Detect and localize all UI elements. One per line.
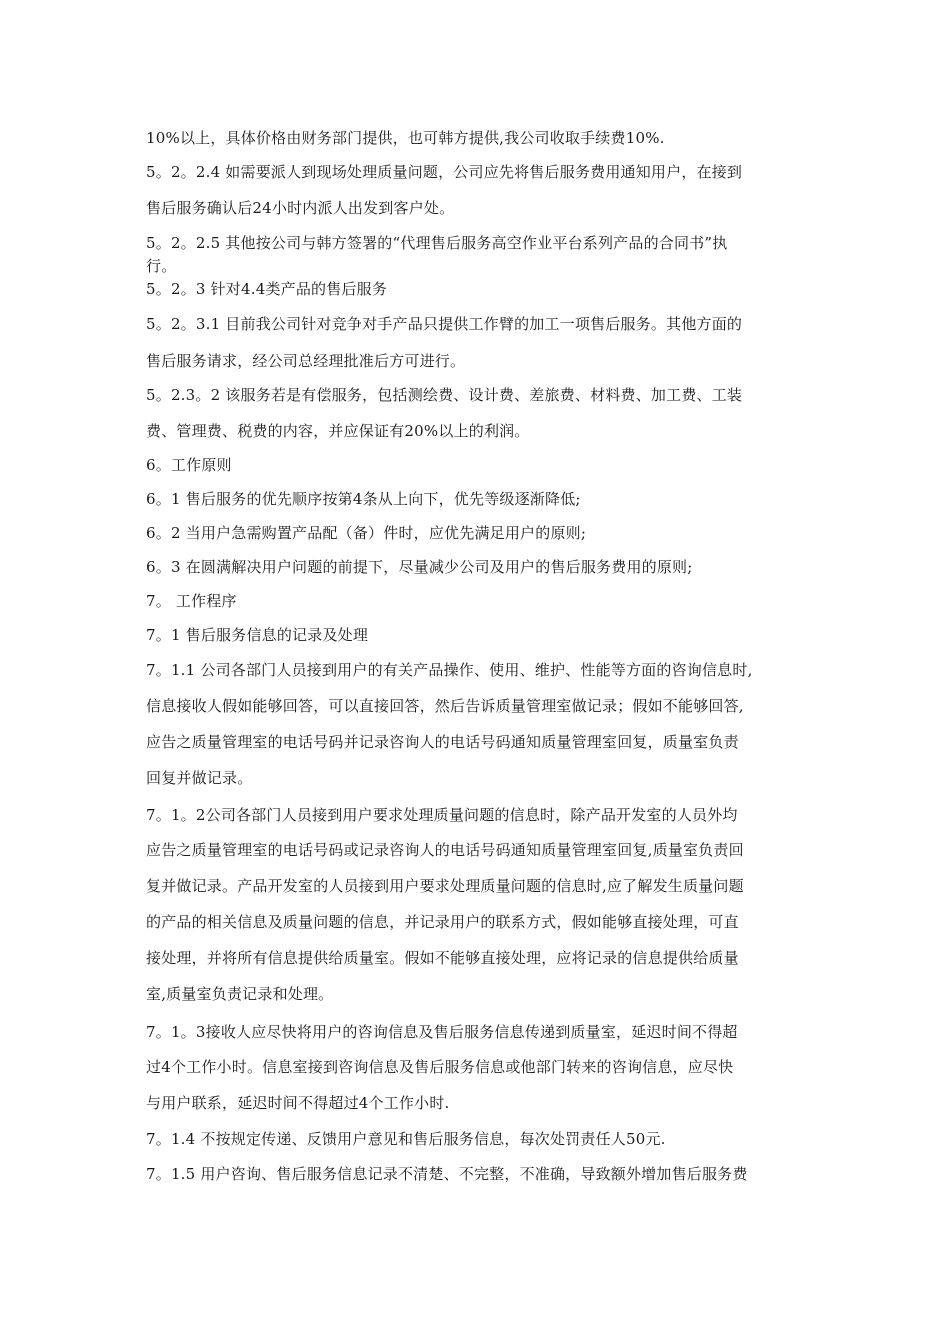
text-line: 售后服务请求，经公司总经理批准后方可进行。 [146, 352, 466, 370]
text-line: 10%以上，具体价格由财务部门提供，也可韩方提供,我公司收取手续费10%. [146, 129, 665, 147]
text-line: 应告之质量管理室的电话号码并记录咨询人的电话号码通知质量管理室回复，质量室负责 [146, 733, 739, 751]
text-line: 5。2。2.4 如需要派人到现场处理质量问题，公司应先将售后服务费用通知用户，在接到 [146, 163, 743, 181]
text-line: 接处理，并将所有信息提供给质量室。假如不能够直接处理，应将记录的信息提供给质量 [146, 949, 739, 967]
text-line: 应告之质量管理室的电话号码或记录咨询人的电话号码通知质量管理室回复,质量室负责回 [146, 841, 744, 859]
text-line: 5。2。3.1 目前我公司针对竞争对手产品只提供工作臂的加工一项售后服务。其他方面的 [146, 315, 743, 333]
text-line: 6。2 当用户急需购置产品配（备）件时，应优先满足用户的原则; [146, 524, 587, 542]
text-line: 行。 [146, 257, 177, 275]
text-line: 与用户联系，延迟时间不得超过4个工作小时. [146, 1094, 450, 1112]
text-line: 7。1.1 公司各部门人员接到用户的有关产品操作、使用、维护、性能等方面的咨询信息时, [146, 661, 753, 679]
text-line: 5。2.3。2 该服务若是有偿服务，包括测绘费、设计费、差旅费、材料费、加工费、工装 [146, 386, 743, 404]
text-line: 回复并做记录。 [146, 769, 253, 787]
section-heading: 6。工作原则 [146, 456, 232, 474]
section-heading: 7。 工作程序 [146, 592, 237, 610]
text-line: 6。3 在圆满解决用户问题的前提下，尽量减少公司及用户的售后服务费用的原则; [146, 558, 693, 576]
text-line: 过4个工作小时。信息室接到咨询信息及售后服务信息或他部门转来的咨询信息，应尽快 [146, 1058, 734, 1076]
text-line: 复并做记录。产品开发室的人员接到用户要求处理质量问题的信息时,应了解发生质量问题 [146, 877, 744, 895]
text-line: 5。2。3 针对4.4类产品的售后服务 [146, 280, 388, 298]
text-line: 7。1。3接收人应尽快将用户的咨询信息及售后服务信息传递到质量室，延迟时间不得超 [146, 1023, 738, 1041]
text-line: 7。1。2公司各部门人员接到用户要求处理质量问题的信息时，除产品开发室的人员外均 [146, 806, 738, 824]
text-line: 售后服务确认后24小时内派人出发到客户处。 [146, 199, 455, 217]
text-line: 费、管理费、税费的内容，并应保证有20%以上的利润。 [146, 422, 530, 440]
text-line: 室,质量室负责记录和处理。 [146, 985, 334, 1003]
text-line: 7。1.5 用户咨询、售后服务信息记录不清楚、不完整，不准确，导致额外增加售后服务费 [146, 1165, 748, 1183]
text-line: 5。2。2.5 其他按公司与韩方签署的“代理售后服务高空作业平台系列产品的合同书”执 [146, 234, 728, 252]
text-line: 信息接收人假如能够回答，可以直接回答，然后告诉质量管理室做记录；假如不能够回答, [146, 697, 744, 715]
text-line: 7。1 售后服务信息的记录及处理 [146, 626, 369, 644]
text-line: 7。1.4 不按规定传递、反馈用户意见和售后服务信息，每次处罚责任人50元. [146, 1130, 666, 1148]
text-line: 6。1 售后服务的优先顺序按第4条从上向下，优先等级逐渐降低; [146, 490, 581, 508]
text-line: 的产品的相关信息及质量问题的信息，并记录用户的联系方式，假如能够直接处理，可直 [146, 913, 739, 931]
